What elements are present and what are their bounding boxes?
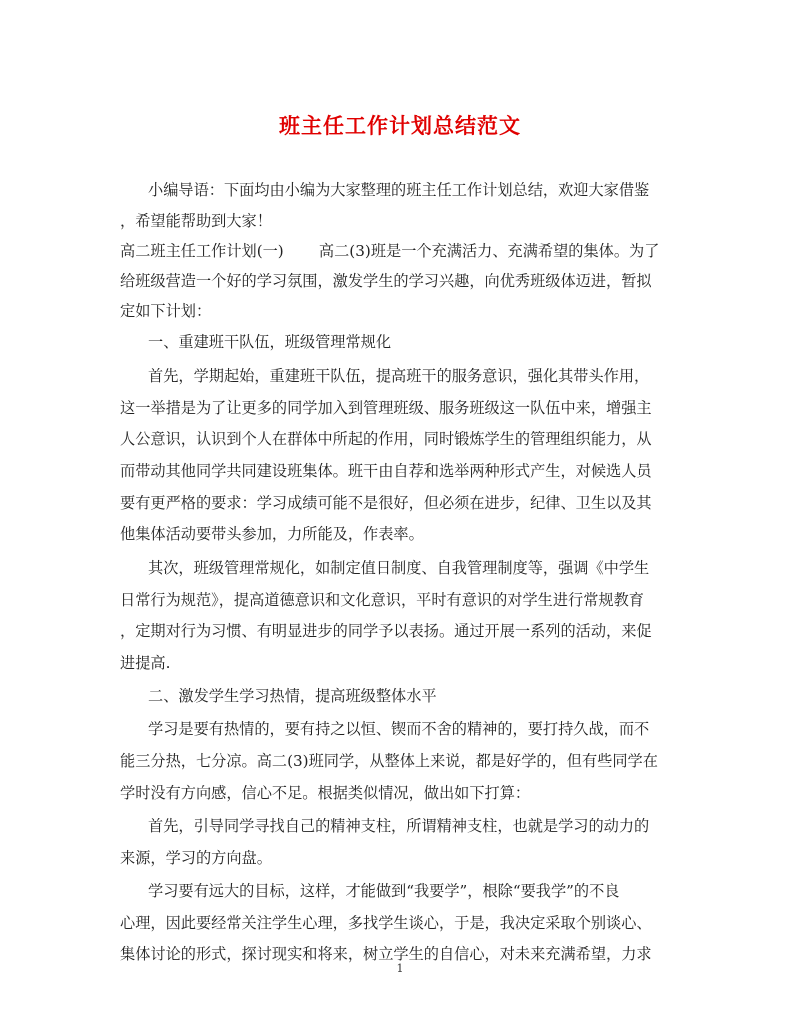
text-line: 学习是要有热情的，要有持之以恒、锲而不舍的精神的，要打持久战，而不	[148, 720, 650, 738]
text-line: 小编导语：下面均由小编为大家整理的班主任工作计划总结，欢迎大家借鉴	[148, 181, 650, 199]
text-line: 集体讨论的形式，探讨现实和将来，树立学生的自信心，对未来充满希望，力求	[120, 945, 652, 963]
text-line: 定如下计划：	[120, 302, 212, 320]
text-line: 其次，班级管理常规化，如制定值日制度、自我管理制度等，强调《中学生	[148, 559, 650, 577]
text-line: 给班级营造一个好的学习氛围，激发学生的学习兴趣，向优秀班级体迈进，暂拟	[120, 272, 652, 290]
page-number: 1	[396, 962, 404, 975]
text-line: 这一举措是为了让更多的同学加入到管理班级、服务班级这一队伍中来，增强主	[120, 399, 652, 417]
text-line: 要有更严格的要求：学习成绩可能不是很好，但必须在进步，纪律、卫生以及其	[120, 494, 652, 512]
text-line: 他集体活动要带头参加，力所能及，作表率。	[120, 525, 424, 543]
text-line: 进提高.	[120, 654, 171, 672]
text-line: 首先，学期起始，重建班干队伍，提高班干的服务意识，强化其带头作用，	[148, 367, 650, 385]
document-title: 班主任工作计划总结范文	[279, 113, 521, 138]
text-line: 能三分热，七分凉。高二(3)班同学，从整体上来说，都是好学的，但有些同学在	[120, 752, 658, 770]
text-line: ，定期对行为习惯、有明显进步的同学予以表扬。通过开展一系列的活动，来促	[120, 622, 652, 640]
text-line: 日常行为规范》，提高道德意识和文化意识，平时有意识的对学生进行常规教育	[120, 591, 644, 609]
text-line: 来源，学习的方向盘。	[120, 849, 272, 867]
section-heading: 一、重建班干队伍，班级管理常规化	[148, 333, 391, 351]
text-line: 高二班主任工作计划(一) 高二(3)班是一个充满活力、充满希望的集体。为了	[120, 242, 660, 260]
text-line: ，希望能帮助到大家！	[120, 212, 272, 230]
text-line: 学时没有方向感，信心不足。根据类似情况，做出如下打算：	[120, 784, 531, 802]
text-line: 而带动其他同学共同建设班集体。班干由自荐和选举两种形式产生，对候选人员	[120, 462, 652, 480]
text-line: 人公意识，认识到个人在群体中所起的作用，同时锻炼学生的管理组织能力，从	[120, 430, 652, 448]
section-heading: 二、激发学生学习热情，提高班级整体水平	[148, 687, 437, 705]
text-line: 学习要有远大的目标，这样，才能做到“我要学”，根除“要我学”的不良	[148, 882, 620, 900]
text-line: 首先，引导同学寻找自己的精神支柱，所谓精神支柱，也就是学习的动力的	[148, 817, 650, 835]
text-line: 心理，因此要经常关注学生心理，多找学生谈心，于是，我决定采取个别谈心、	[120, 914, 652, 932]
